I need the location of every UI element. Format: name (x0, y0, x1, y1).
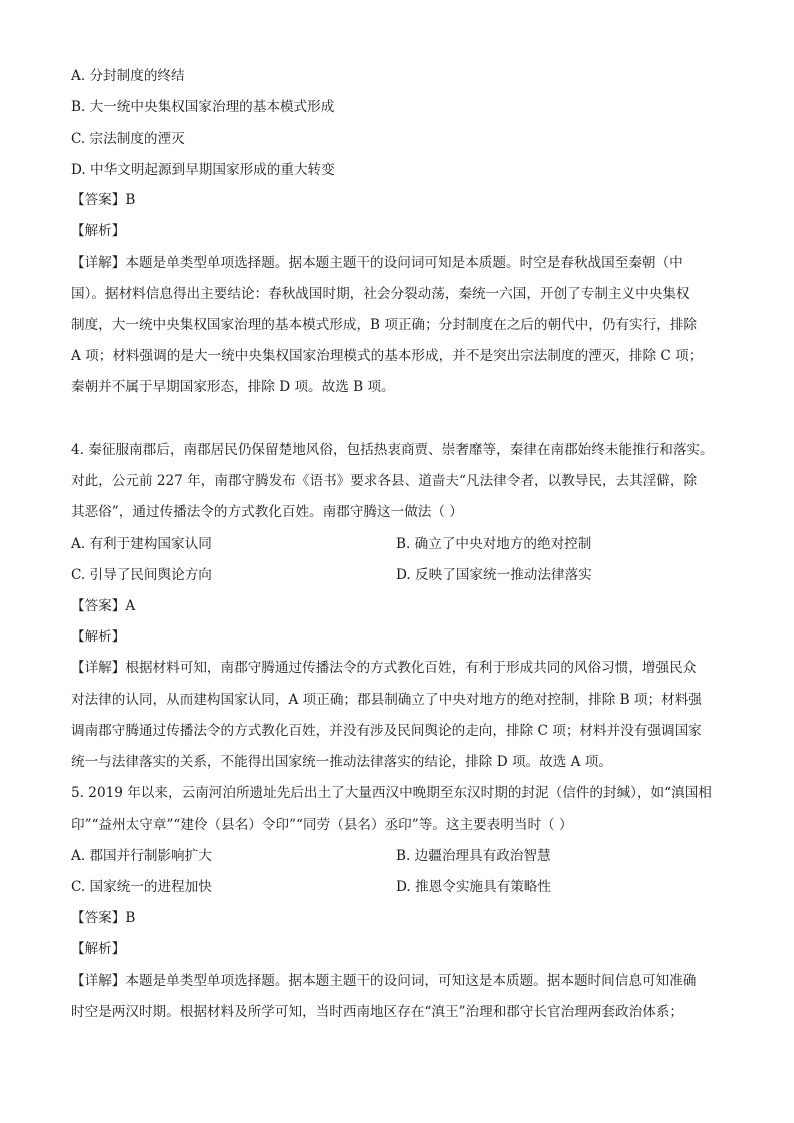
q4-analysis-heading: 【解析】 (71, 629, 126, 645)
q5-analysis-heading: 【解析】 (71, 941, 126, 957)
q4-detail-line: 对法律的认同，从而建构国家认同，A 项正确；郡县制确立了中央对地方的绝对控制，排除 B 项；材料强 (71, 692, 702, 708)
q4-stem-line: 对此，公元前 227 年，南郡守腾发布《语书》要求各县、道啬夫“凡法律令者，以教导民，去其淫僻，除 (71, 473, 698, 489)
q4-detail-line: 统一与法律落实的关系，不能得出国家统一推动法律落实的结论，排除 D 项。故选 A 项。 (71, 754, 612, 770)
q5-detail-line: 时空是两汉时期。根据材料及所学可知，当时西南地区存在“滇王”治理和郡守长官治理两套政治体系； (71, 1004, 684, 1020)
q3-option-a: A. 分封制度的终结 (71, 68, 185, 84)
q3-detail-line: A 项；材料强调的是大一统中央集权国家治理模式的基本形成，并不是突出宗法制度的湮灭，排除 C 项； (71, 348, 703, 364)
q3-answer: 【答案】B (71, 192, 136, 208)
q5-option-c: C. 国家统一的进程加快 (71, 879, 212, 895)
q5-detail-line: 【详解】本题是单类型单项选择题。据本题主题干的设问词，可知这是本质题。据本题时间信息可知准确 (71, 973, 697, 989)
q3-option-d: D. 中华文明起源到早期国家形成的重大转变 (71, 162, 335, 178)
q4-option-a: A. 有利于建构国家认同 (71, 536, 212, 552)
q5-option-b: B. 边疆治理具有政治智慧 (396, 848, 551, 864)
q4-answer: 【答案】A (71, 598, 136, 614)
q3-option-b: B. 大一统中央集权国家治理的基本模式形成 (71, 99, 335, 115)
q4-option-d: D. 反映了国家统一推动法律落实 (396, 567, 592, 583)
q4-option-b: B. 确立了中央对地方的绝对控制 (396, 536, 592, 552)
q5-option-a: A. 郡国并行制影响扩大 (71, 848, 212, 864)
q4-detail-line: 【详解】根据材料可知，南郡守腾通过传播法令的方式教化百姓，有利于形成共同的风俗习惯，增强民众 (71, 660, 697, 676)
q3-detail-line: 【详解】本题是单类型单项选择题。据本题主题干的设问词可知是本质题。时空是春秋战国至秦朝（中 (71, 255, 683, 271)
q4-option-c: C. 引导了民间舆论方向 (71, 567, 212, 583)
q3-analysis-heading: 【解析】 (71, 223, 126, 239)
q3-detail-line: 国）。据材料信息得出主要结论：春秋战国时期，社会分裂动荡，秦统一六国，开创了专制主义中央集权 (71, 286, 690, 302)
q4-stem-line: 其恶俗”，通过传播法令的方式教化百姓。南郡守腾这一做法（ ） (71, 504, 463, 520)
q5-answer: 【答案】B (71, 910, 136, 926)
q3-option-c: C. 宗法制度的湮灭 (71, 131, 185, 147)
q5-option-d: D. 推恩令实施具有策略性 (396, 879, 551, 895)
q3-detail-line: 制度，大一统中央集权国家治理的基本模式形成，B 项正确；分封制度在之后的朝代中，仍有实行，排除 (71, 317, 698, 333)
q5-stem-line: 印”“益州太守章”“建伶（县名）令印”“同劳（县名）丞印”等。这主要表明当时（ ） (71, 817, 573, 833)
q5-stem-line: 5. 2019 年以来，云南河泊所遗址先后出土了大量西汉中晚期至东汉时期的封泥（信件的封缄），如“滇国相 (71, 785, 712, 801)
q4-detail-line: 调南郡守腾通过传播法令的方式教化百姓，并没有涉及民间舆论的走向，排除 C 项；材料并没有强调国家 (71, 723, 702, 739)
q4-stem-line: 4. 秦征服南郡后，南郡居民仍保留楚地风俗，包括热衷商贾、崇奢靡等，秦律在南郡始终未能推行和落实。 (71, 442, 714, 458)
q3-detail-line: 秦朝并不属于早期国家形态，排除 D 项。故选 B 项。 (71, 379, 395, 395)
